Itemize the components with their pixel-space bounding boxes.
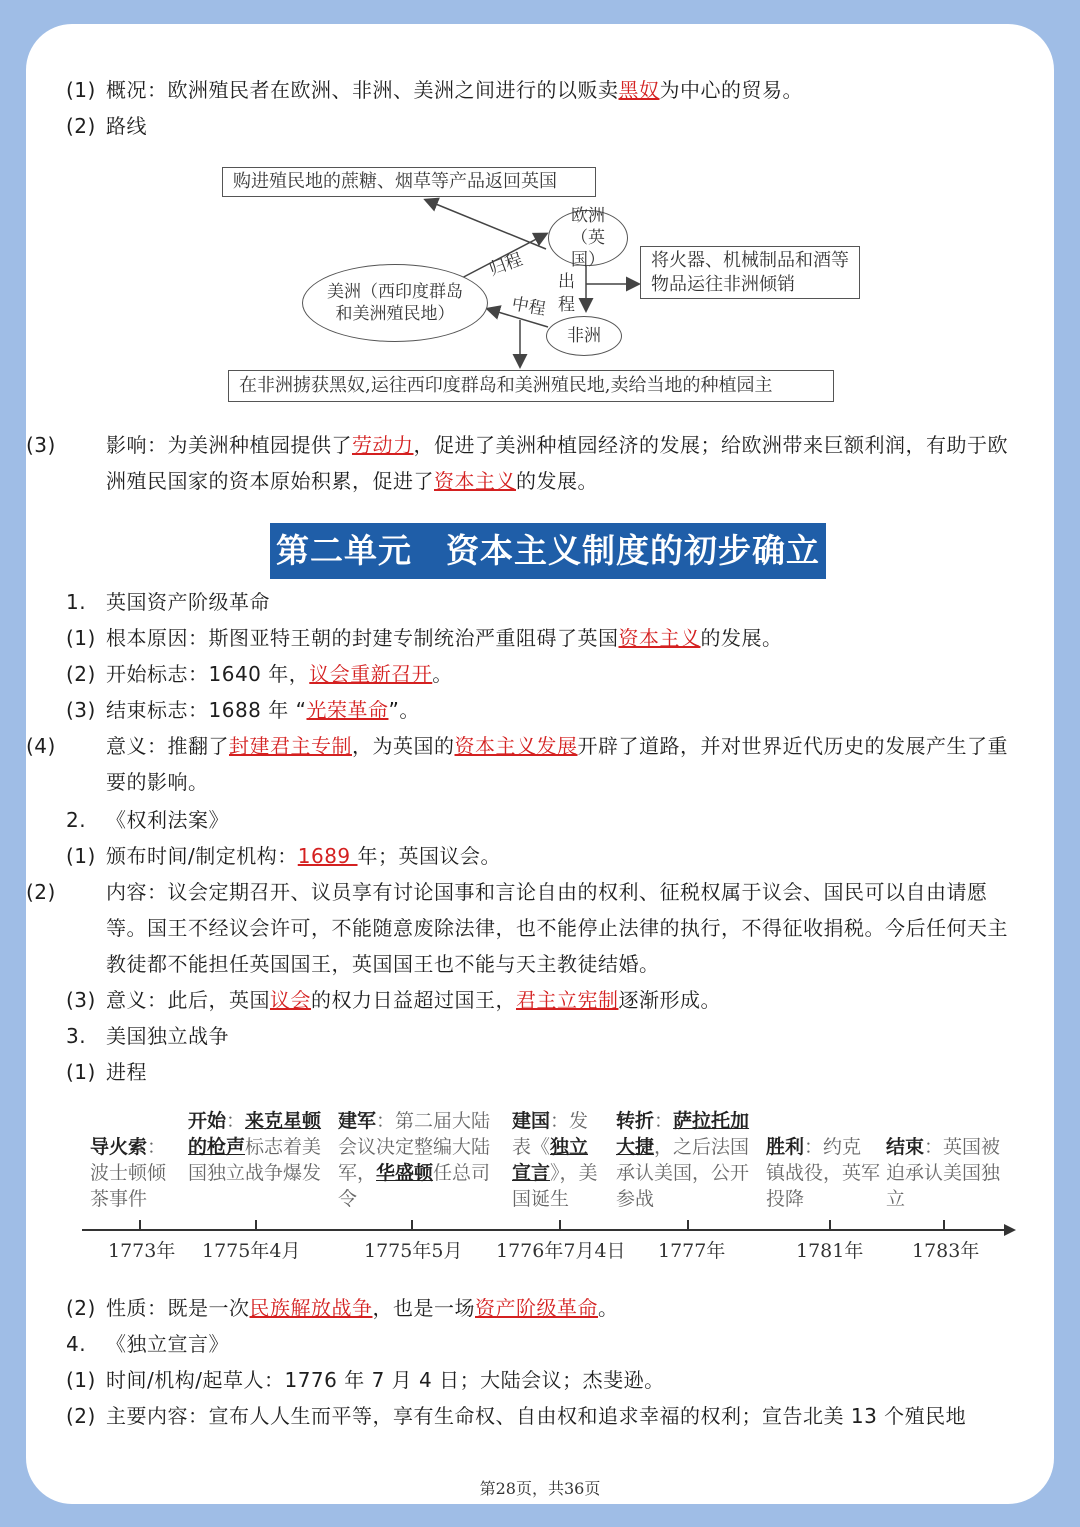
label-outward-1: 出 [558, 272, 575, 292]
start-mark: (2) 开始标志：1640 年，议会重新召开。 [66, 662, 453, 686]
event-end: 结束：英国被迫承认美国独立 [886, 1136, 1001, 1210]
event-trigger: 导火索：波士顿倾茶事件 [90, 1136, 167, 1210]
unit-title: 第二单元 资本主义制度的初步确立 [270, 523, 826, 579]
box-export-goods: 将火器、机械制品和酒等物品运往非洲倾销 [640, 246, 860, 299]
year-1776: 1776年7月4日 [496, 1240, 626, 1262]
highlight-term: 1689 [297, 844, 358, 868]
process-heading: (1) 进程 [66, 1060, 147, 1084]
box-slave-transport: 在非洲掳获黑奴,运往西印度群岛和美洲殖民地,卖给当地的种植园主 [228, 370, 834, 402]
slave-trade-overview: (1) 概况：欧洲殖民者在欧洲、非洲、美洲之间进行的以贩卖黑奴为中心的贸易。 [66, 78, 803, 102]
highlight-term: 光荣革命 [306, 698, 389, 722]
highlight-term: 君主立宪制 [516, 988, 619, 1012]
war-nature: (2) 性质：既是一次民族解放战争，也是一场资产阶级革命。 [66, 1296, 619, 1320]
year-1775-apr: 1775年4月 [202, 1240, 301, 1262]
year-1783: 1783年 [912, 1240, 980, 1262]
root-cause: (1) 根本原因：斯图亚特王朝的封建专制统治严重阻碍了英国资本主义的发展。 [66, 626, 783, 650]
heading-english-revolution: 1. 英国资产阶级革命 [66, 590, 270, 614]
event-start: 开始：来克星顿的枪声标志着美国独立战争爆发 [188, 1110, 322, 1184]
event-turning-point: 转折：萨拉托加大捷，之后法国承认美国，公开参战 [616, 1110, 750, 1210]
highlight-term: 资本主义 [434, 469, 516, 493]
year-1777: 1777年 [658, 1240, 726, 1262]
highlight-term: 民族解放战争 [249, 1296, 373, 1320]
label-outward-2: 程 [558, 295, 575, 315]
box-return-goods: 购进殖民地的蔗糖、烟草等产品返回英国 [222, 167, 596, 197]
bill-content: (2) 内容：议会定期召开、议员享有讨论国事和言论自由的权利、征税权属于议会、国民可以自由请愿等。国王不经议会许可，不能随意废除法律，也不能停止法律的执行，不得征收捐税。今后任何天主教徒都不能担任英国国王，英国国王也不能与天主教徒结婚。 [26, 880, 1008, 976]
slave-trade-impact: (3) 影响：为美洲种植园提供了劳动力，促进了美洲种植园经济的发展；给欧洲带来巨额利润，有助于欧洲殖民国家的资本原始积累，促进了资本主义的发展。 [26, 433, 1008, 493]
highlight-term: 资本主义 [618, 626, 701, 650]
highlight-term: 封建君主专制 [229, 734, 352, 758]
year-1781: 1781年 [796, 1240, 864, 1262]
heading-bill-of-rights: 2. 《权利法案》 [66, 808, 229, 832]
highlight-term: 劳动力 [352, 433, 414, 457]
year-1773: 1773年 [108, 1240, 176, 1262]
highlight-term: 资本主义发展 [454, 734, 578, 758]
document-page [26, 24, 1054, 1504]
to-britain-arrow [426, 200, 546, 249]
highlight-term: 议会 [270, 988, 311, 1012]
declaration-content: (2) 主要内容：宣布人人生而平等，享有生命权、自由权和追求幸福的权利；宣告北美 13 个殖民地 [66, 1404, 967, 1428]
heading-american-revolution: 3. 美国独立战争 [66, 1024, 229, 1048]
node-europe: 欧洲（英国） [548, 210, 628, 266]
year-1775-may: 1775年5月 [364, 1240, 463, 1262]
node-america: 美洲（西印度群岛和美洲殖民地） [302, 264, 488, 342]
route-heading: (2) 路线 [66, 114, 147, 138]
event-victory: 胜利：约克镇战役，英军投降 [766, 1136, 881, 1210]
declaration-date: (1) 时间/机构/起草人：1776 年 7 月 4 日；大陆会议；杰斐逊。 [66, 1368, 665, 1392]
bill-date: (1) 颁布时间/制定机构：1689 年；英国议会。 [66, 844, 502, 868]
event-founding: 建国：发表《独立宣言》，美国诞生 [512, 1110, 598, 1210]
node-africa: 非洲 [546, 316, 622, 356]
highlight-term: 黑奴 [618, 78, 660, 102]
highlight-term: 议会重新召开 [309, 662, 433, 686]
label-return-route: 归程 [486, 249, 526, 281]
page-number: 第28页，共36页 [479, 1479, 601, 1498]
bill-significance: (3) 意义：此后，英国议会的权力日益超过国王，君主立宪制逐渐形成。 [66, 988, 721, 1012]
highlight-term: 资产阶级革命 [475, 1296, 598, 1320]
label-middle-route: 中程 [510, 294, 548, 320]
revolution-significance: (4) 意义：推翻了封建君主专制，为英国的资本主义发展开辟了道路，并对世界近代历史的发展产生了重要的影响。 [26, 734, 1008, 794]
event-army: 建军：第二届大陆会议决定整编大陆军，华盛顿任总司令 [338, 1110, 491, 1210]
heading-declaration: 4. 《独立宣言》 [66, 1332, 229, 1356]
end-mark: (3) 结束标志：1688 年 “光荣革命”。 [66, 698, 420, 722]
